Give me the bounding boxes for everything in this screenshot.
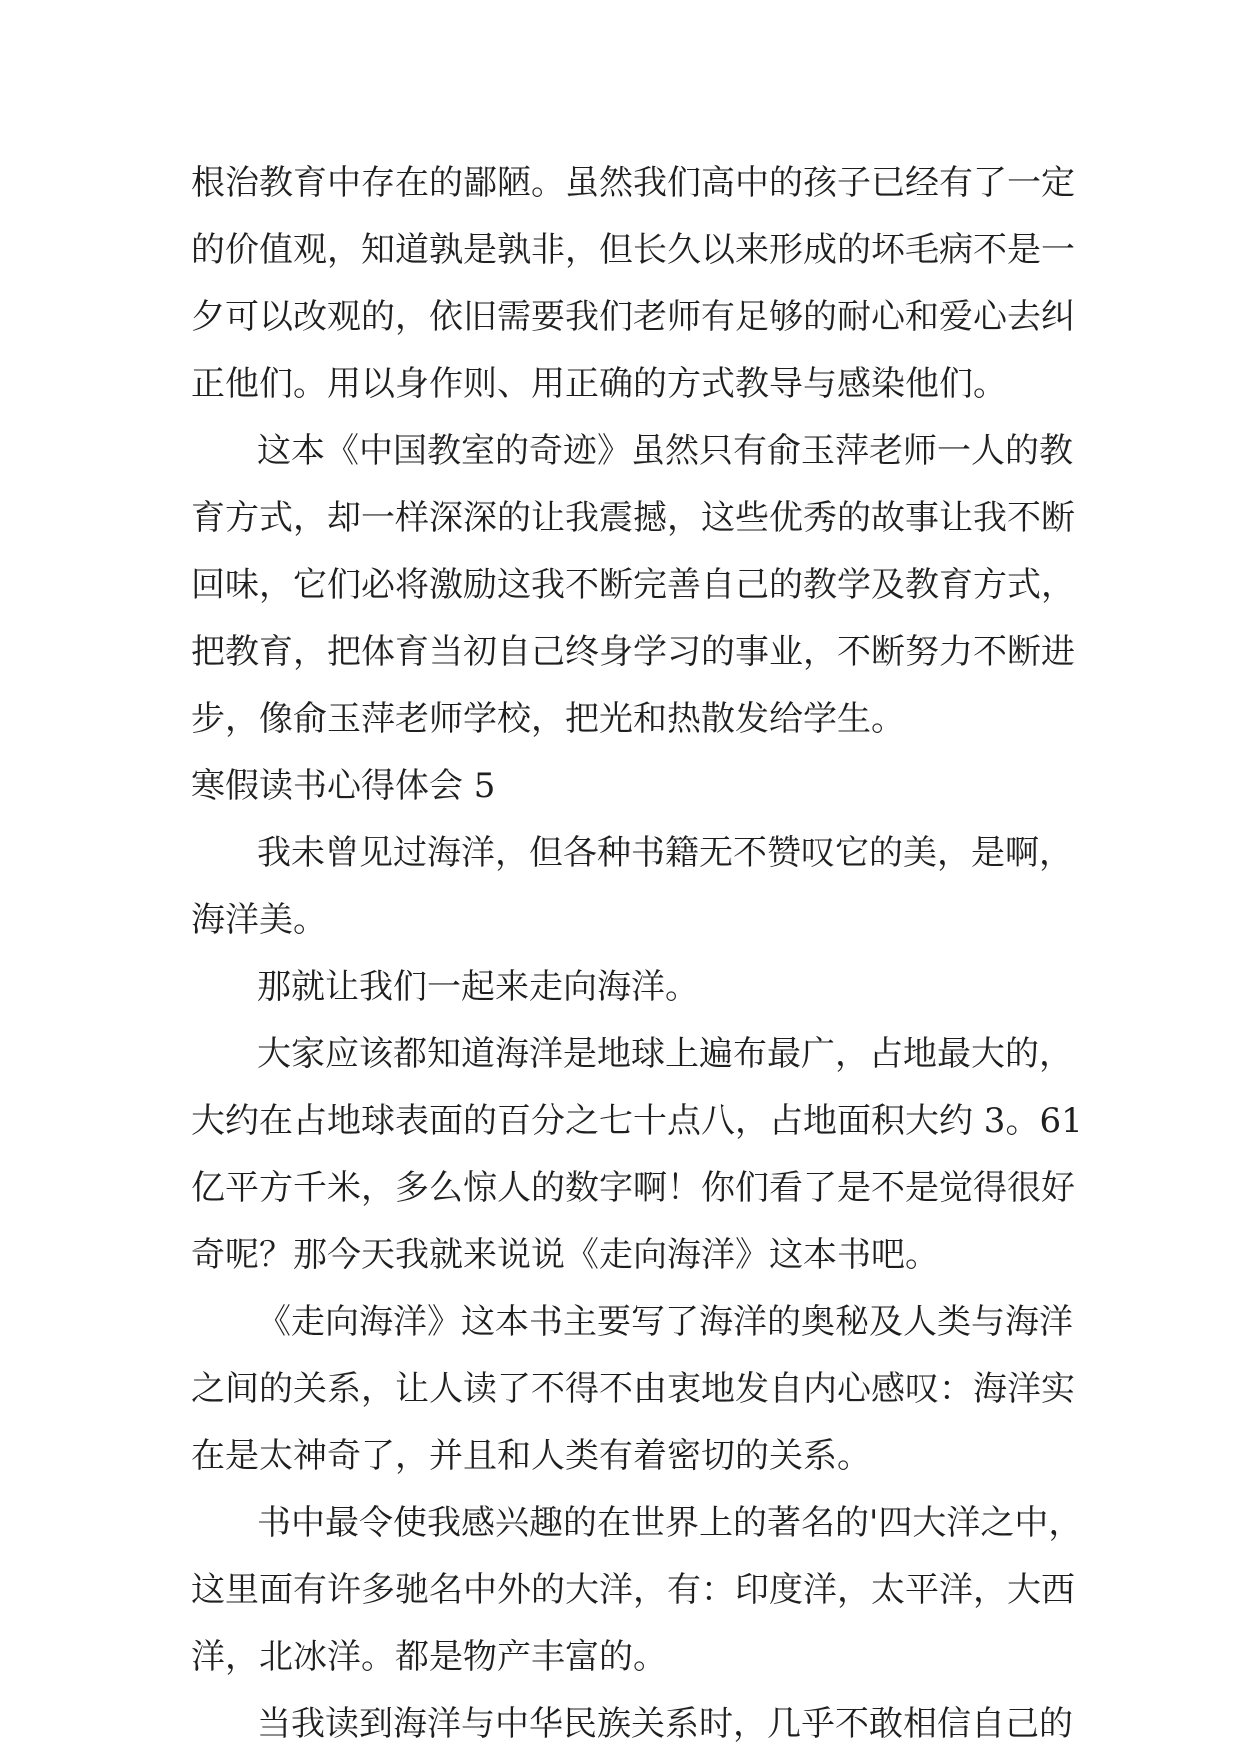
text-line: 大约在占地球表面的百分之七十点八，占地面积大约 3。61 bbox=[191, 1101, 1083, 1141]
text-line: 大家应该都知道海洋是地球上遍布最广，占地最大的， bbox=[257, 1034, 1073, 1074]
text-line: 这里面有许多驰名中外的大洋，有：印度洋，太平洋，大西 bbox=[191, 1570, 1075, 1610]
text-line: 正他们。用以身作则、用正确的方式教导与感染他们。 bbox=[191, 364, 1007, 404]
text-line: 育方式，却一样深深的让我震撼，这些优秀的故事让我不断 bbox=[191, 498, 1075, 538]
text-line: 书中最令使我感兴趣的在世界上的著名的'四大洋之中， bbox=[257, 1503, 1083, 1543]
text-line: 之间的关系，让人读了不得不由衷地发自内心感叹：海洋实 bbox=[191, 1369, 1075, 1409]
text-line: 我未曾见过海洋，但各种书籍无不赞叹它的美，是啊， bbox=[257, 833, 1073, 873]
text-line: 海洋美。 bbox=[191, 900, 327, 940]
section-heading: 寒假读书心得体会 5 bbox=[191, 766, 496, 806]
text-line: 夕可以改观的，依旧需要我们老师有足够的耐心和爱心去纠 bbox=[191, 297, 1075, 337]
document-page bbox=[191, 150, 1083, 1758]
text-line: 把教育，把体育当初自己终身学习的事业，不断努力不断进 bbox=[191, 632, 1075, 672]
text-line: 的价值观，知道孰是孰非，但长久以来形成的坏毛病不是一 bbox=[191, 230, 1075, 270]
text-line: 洋，北冰洋。都是物产丰富的。 bbox=[191, 1637, 667, 1677]
text-line: 亿平方千米，多么惊人的数字啊！你们看了是不是觉得很好 bbox=[191, 1168, 1075, 1208]
text-line: 步，像俞玉萍老师学校，把光和热散发给学生。 bbox=[191, 699, 905, 739]
text-line: 《走向海洋》这本书主要写了海洋的奥秘及人类与海洋 bbox=[257, 1302, 1073, 1342]
text-line: 根治教育中存在的鄙陋。虽然我们高中的孩子已经有了一定 bbox=[191, 163, 1075, 203]
text-line: 在是太神奇了，并且和人类有着密切的关系。 bbox=[191, 1436, 871, 1476]
text-line: 回味，它们必将激励这我不断完善自己的教学及教育方式， bbox=[191, 565, 1075, 605]
text-line: 这本《中国教室的奇迹》虽然只有俞玉萍老师一人的教 bbox=[257, 431, 1073, 471]
text-line: 当我读到海洋与中华民族关系时，几乎不敢相信自己的 bbox=[257, 1704, 1073, 1744]
text-line: 那就让我们一起来走向海洋。 bbox=[257, 967, 699, 1007]
text-line: 奇呢？那今天我就来说说《走向海洋》这本书吧。 bbox=[191, 1235, 939, 1275]
